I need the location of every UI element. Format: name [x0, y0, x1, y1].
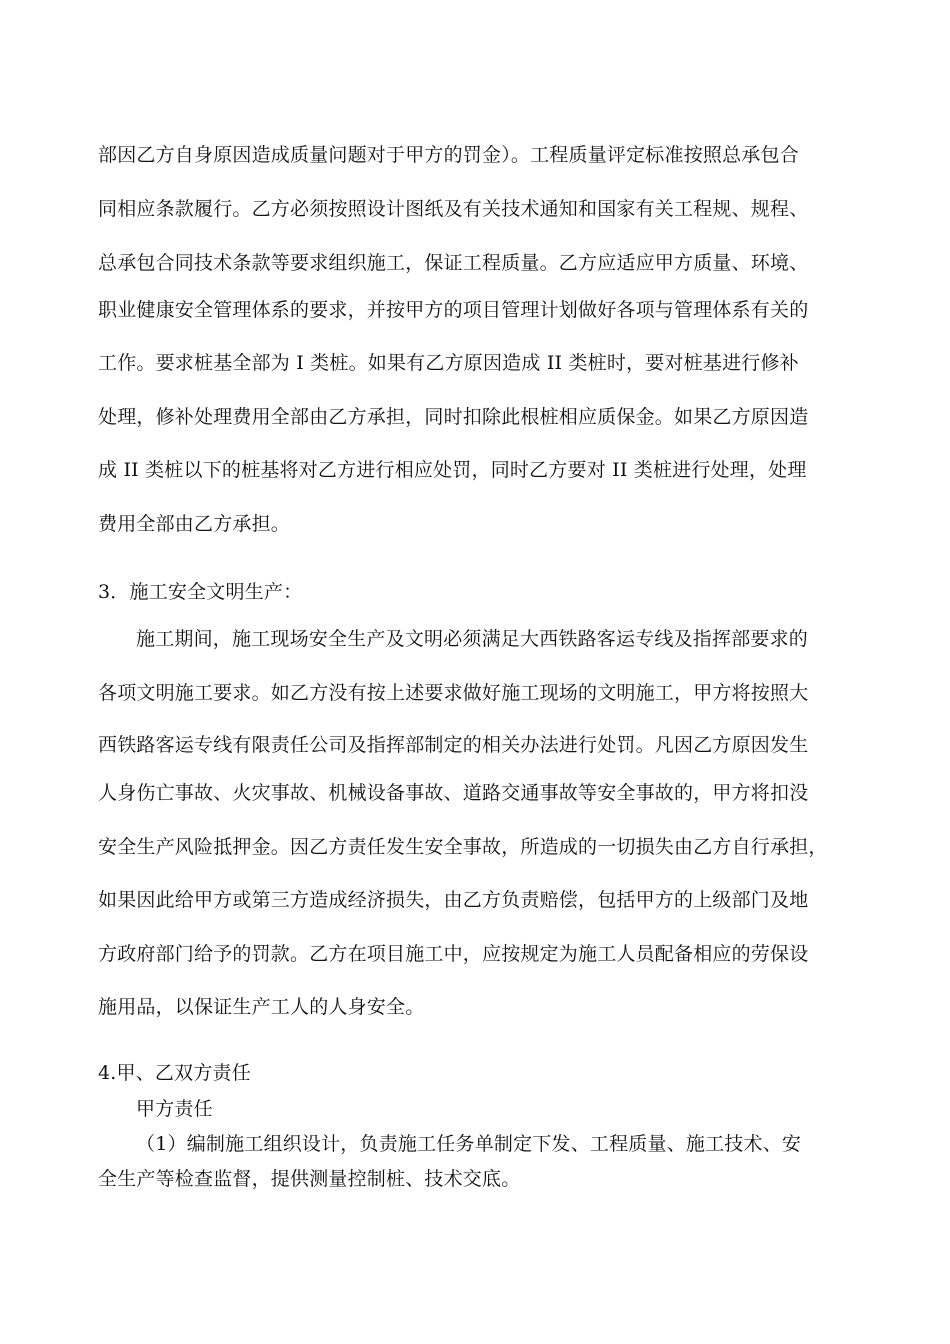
paragraph-line: 职业健康安全管理体系的要求，并按甲方的项目管理计划做好各项与管理体系有关的 [98, 299, 809, 321]
paragraph-line: 人身伤亡事故、火灾事故、机械设备事故、道路交通事故等安全事故的，甲方将扣没 [98, 782, 809, 804]
subsection-heading: 甲方责任 [136, 1098, 213, 1120]
paragraph-line: 总承包合同技术条款等要求组织施工，保证工程质量。乙方应适应甲方质量、环境、 [98, 252, 809, 274]
paragraph-line: 施用品，以保证生产工人的人身安全。 [98, 996, 425, 1018]
paragraph-line: 费用全部由乙方承担。 [98, 513, 291, 535]
list-item: （1）编制施工组织设计，负责施工任务单制定下发、工程质量、施工技术、安 [136, 1133, 802, 1155]
paragraph-line: 如果因此给甲方或第三方造成经济损失，由乙方负责赔偿，包括甲方的上级部门及地 [98, 889, 809, 911]
paragraph-line: 施工期间，施工现场安全生产及文明必须满足大西铁路客运专线及指挥部要求的 [136, 628, 809, 650]
paragraph-line: 方政府部门给予的罚款。乙方在项目施工中，应按规定为施工人员配备相应的劳保设 [98, 943, 809, 965]
paragraph-line: 同相应条款履行。乙方必须按照设计图纸及有关技术通知和国家有关工程规、规程、 [98, 198, 809, 220]
list-item-continuation: 全生产等检查监督，提供测量控制桩、技术交底。 [98, 1168, 521, 1190]
paragraph-line: 部因乙方自身原因造成质量问题对于甲方的罚金）。工程质量评定标准按照总承包合 [98, 144, 799, 166]
paragraph-line: 工作。要求桩基全部为 I 类桩。如果有乙方原因造成 II 类桩时，要对桩基进行修补 [98, 352, 799, 374]
section-heading: 3．施工安全文明生产： [98, 581, 303, 603]
paragraph-line: 各项文明施工要求。如乙方没有按上述要求做好施工现场的文明施工，甲方将按照大 [98, 682, 809, 704]
paragraph-line: 成 II 类桩以下的桩基将对乙方进行相应处罚，同时乙方要对 II 类桩进行处理，处理 [98, 459, 807, 481]
paragraph-line: 安全生产风险抵押金。因乙方责任发生安全事故，所造成的一切损失由乙方自行承担， [98, 836, 828, 858]
paragraph-line: 西铁路客运专线有限责任公司及指挥部制定的相关办法进行处罚。凡因乙方原因发生 [98, 734, 809, 756]
section-heading: 4.甲、乙双方责任 [98, 1062, 251, 1084]
paragraph-line: 处理，修补处理费用全部由乙方承担，同时扣除此根桩相应质保金。如果乙方原因造 [98, 406, 809, 428]
